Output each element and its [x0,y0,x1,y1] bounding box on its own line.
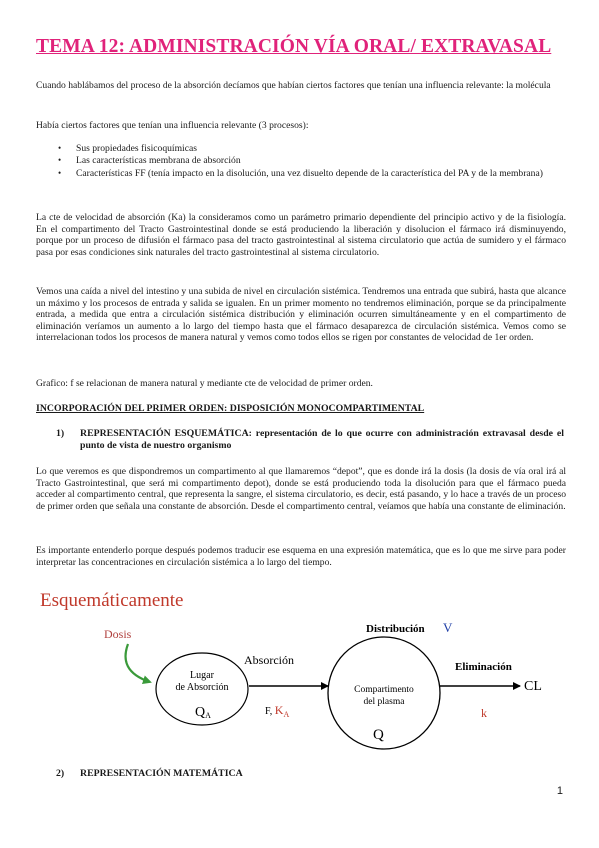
page-number: 1 [556,785,563,797]
bullet-icon: • [58,155,62,166]
bullet-icon: • [58,167,62,178]
list-item: • Características FF (tenía impacto en la disolución, una vez disuelto depende de la característica del PA y de la membrana) [58,167,543,179]
paragraph-intro: Cuando hablábamos del proceso de la absorción decíamos que habían ciertos factores que tenían una influencia relevante: la molécula [36,80,551,91]
dosis-label: Dosis [104,627,132,641]
absorption-site-label: Lugar [190,670,214,681]
eliminacion-label: Eliminación [455,661,512,673]
absorption-site-label-2: de Absorción [175,682,229,693]
list-item: • Las características membrana de absorción [58,155,241,167]
list-item: • Sus propiedades fisicoquímicas [58,143,197,154]
k-label: k [481,706,487,720]
pk-scheme-diagram [0,578,599,768]
dose-arrow [126,644,150,682]
factors-list [36,143,566,180]
paragraph-grafico: Grafico: f se relacionan de manera natural y mediante cte de velocidad de primer orden. [36,378,373,389]
section-heading: INCORPORACIÓN DEL PRIMER ORDEN: DISPOSICIÓN MONOCOMPARTIMENTAL [36,403,425,414]
paragraph-factors-intro: Había ciertos factores que tenían una influencia relevante (3 procesos): [36,120,309,131]
numbered-heading-1: 1) REPRESENTACIÓN ESQUEMÁTICA: representación de lo que ocurre con administración extravasal desde el punto de vista de nuestro organismo [56,428,564,451]
plasma-compartment-label: Compartimento [354,685,414,695]
diagram-title: Esquemáticamente [40,590,184,611]
paragraph-importante: Es importante entenderlo porque después podemos traducir ese esquema en una expresión matemática, que es lo que me sirve para poder interpretar las concentraciones en circulación sistémica a lo largo del tiempo. [36,545,566,568]
bullet-icon: • [58,143,62,153]
q-label: Q [373,727,384,743]
numbered-heading-2: 2) REPRESENTACIÓN MATEMÁTICA [56,768,243,779]
plasma-compartment-label-2: del plasma [363,697,405,707]
paragraph-caida: Vemos una caída a nivel del intestino y una subida de nivel en circulación sistémica. Tendremos una entrada que subirá, hasta que alcance un máximo y los procesos de entrada y salida se igualen. En un primer momento no tendremos eliminación, porque se da principalmente entrada, a medida que entra a circulación sistémica distribución y eliminación ocurren simultáneamente y en el compartimento de eliminación veríamos un aumento a lo largo del tiempo hasta que el fármaco desaparezca de circulación sistémica. Vemos como se interrelacionan todos los procesos de manera natural y vemos como todos ellos se rigen por constantes de velocidad de 1er orden. [36,286,566,344]
distribucion-label: Distribución [366,623,425,635]
page-title: TEMA 12: ADMINISTRACIÓN VÍA ORAL/ EXTRAVASAL [36,36,552,57]
qa-label: QA [195,705,211,720]
cl-label: CL [524,679,542,694]
f-ka-label: F, $K_A$ [265,703,290,719]
paragraph-ka: La cte de velocidad de absorción (Ka) la consideramos como un parámetro primario dependiente del principio activo y de la fisiología. En el compartimento del Tracto Gastrointestinal donde se está produciendo la liberación y disolucion el fármaco irá disminuyendo, porque por un proceso de difusión el fármaco pasa del tracto gastrointestinal al sistema circulatorio que actúa de sumidero y el fármaco pasa por esas condiciones sink naturales del tracto gastrointestinal al sistema circulatorio. [36,212,566,258]
volume-label: V [443,620,453,635]
absorcion-label: Absorción [244,653,294,667]
paragraph-depot: Lo que veremos es que dispondremos un compartimento al que llamaremos “depot”, que es donde irá la dosis (la dosis de vía oral irá al Tracto Gastrointestinal, que será mi compartimento depot), donde se está produciendo toda la disolución para que el fármaco pueda acceder al compartimento central, que representa la sangre, el sistema circulatorio, es decir, está pasando, y lo hace a través de un proceso de primer orden que señala una constante de absorción. Desde el compartimento central, veíamos que había una constante de eliminación. [36,466,566,512]
